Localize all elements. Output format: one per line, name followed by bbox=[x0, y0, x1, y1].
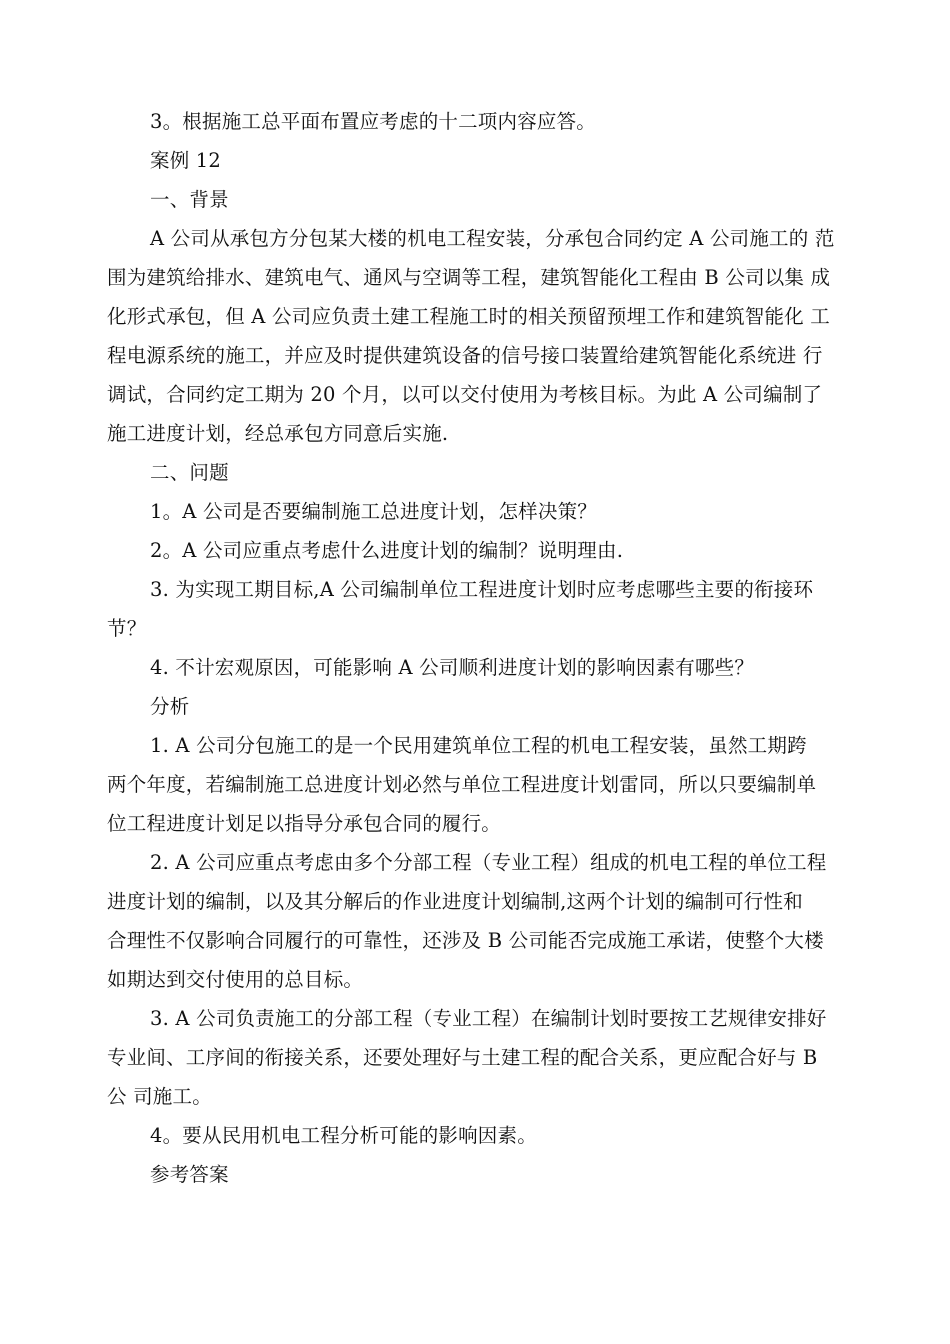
paragraph-line: 程电源系统的施工，并应及时提供建筑设备的信号接口装置给建筑智能化系统进 行 bbox=[107, 344, 823, 367]
section-heading-questions: 二、问题 bbox=[150, 461, 229, 484]
paragraph-line: A 公司从承包方分包某大楼的机电工程安装，分承包合同约定 A 公司施工的 范 bbox=[150, 227, 835, 250]
analysis-paragraph-line: 合理性不仅影响合同履行的可靠性，还涉及 B 公司能否完成施工承诺，使整个大楼 bbox=[107, 929, 824, 952]
question-item: 1。A 公司是否要编制施工总进度计划，怎样决策？ bbox=[150, 500, 597, 523]
analysis-paragraph-line: 专业间、工序间的衔接关系，还要处理好与土建工程的配合关系，更应配合好与 B bbox=[107, 1046, 818, 1069]
analysis-paragraph-line: 进度计划的编制，以及其分解后的作业进度计划编制,这两个计划的编制可行性和 bbox=[107, 890, 803, 913]
analysis-paragraph-line: 2. A 公司应重点考虑由多个分部工程（专业工程）组成的机电工程的单位工程 bbox=[150, 851, 827, 874]
analysis-paragraph-line: 3. A 公司负责施工的分部工程（专业工程）在编制计划时要按工艺规律安排好 bbox=[150, 1007, 827, 1030]
question-item: 3. 为实现工期目标,A 公司编制单位工程进度计划时应考虑哪些主要的衔接环 bbox=[150, 578, 814, 601]
paragraph-line: 调试，合同约定工期为 20 个月，以可以交付使用为考核目标。为此 A 公司编制了 bbox=[107, 383, 823, 406]
analysis-paragraph-line: 如期达到交付使用的总目标。 bbox=[107, 968, 364, 991]
question-item: 4. 不计宏观原因，可能影响 A 公司顺利进度计划的影响因素有哪些？ bbox=[150, 656, 755, 679]
analysis-paragraph-line: 两个年度，若编制施工总进度计划必然与单位工程进度计划雷同，所以只要编制单 bbox=[107, 773, 817, 796]
analysis-paragraph-line: 1. A 公司分包施工的是一个民用建筑单位工程的机电工程安装，虽然工期跨 bbox=[150, 734, 807, 757]
case-heading: 案例 12 bbox=[150, 149, 222, 172]
paragraph-line: 施工进度计划，经总承包方同意后实施. bbox=[107, 422, 449, 445]
section-heading-answers: 参考答案 bbox=[150, 1163, 229, 1186]
question-item: 2。A 公司应重点考虑什么进度计划的编制？说明理由. bbox=[150, 539, 624, 562]
paragraph-line: 化形式承包，但 A 公司应负责土建工程施工时的相关预留预埋工作和建筑智能化 工 bbox=[107, 305, 830, 328]
analysis-paragraph-line: 位工程进度计划足以指导分承包合同的履行。 bbox=[107, 812, 502, 835]
question-item-continuation: 节？ bbox=[107, 617, 147, 640]
section-heading-background: 一、背景 bbox=[150, 188, 229, 211]
paragraph-line: 围为建筑给排水、建筑电气、通风与空调等工程，建筑智能化工程由 B 公司以集 成 bbox=[107, 266, 831, 289]
analysis-paragraph-line: 4。要从民用机电工程分析可能的影响因素。 bbox=[150, 1124, 537, 1147]
analysis-paragraph-line: 公 司施工。 bbox=[107, 1085, 212, 1108]
section-heading-analysis: 分析 bbox=[150, 695, 190, 718]
paragraph-line: 3。根据施工总平面布置应考虑的十二项内容应答。 bbox=[150, 110, 597, 133]
